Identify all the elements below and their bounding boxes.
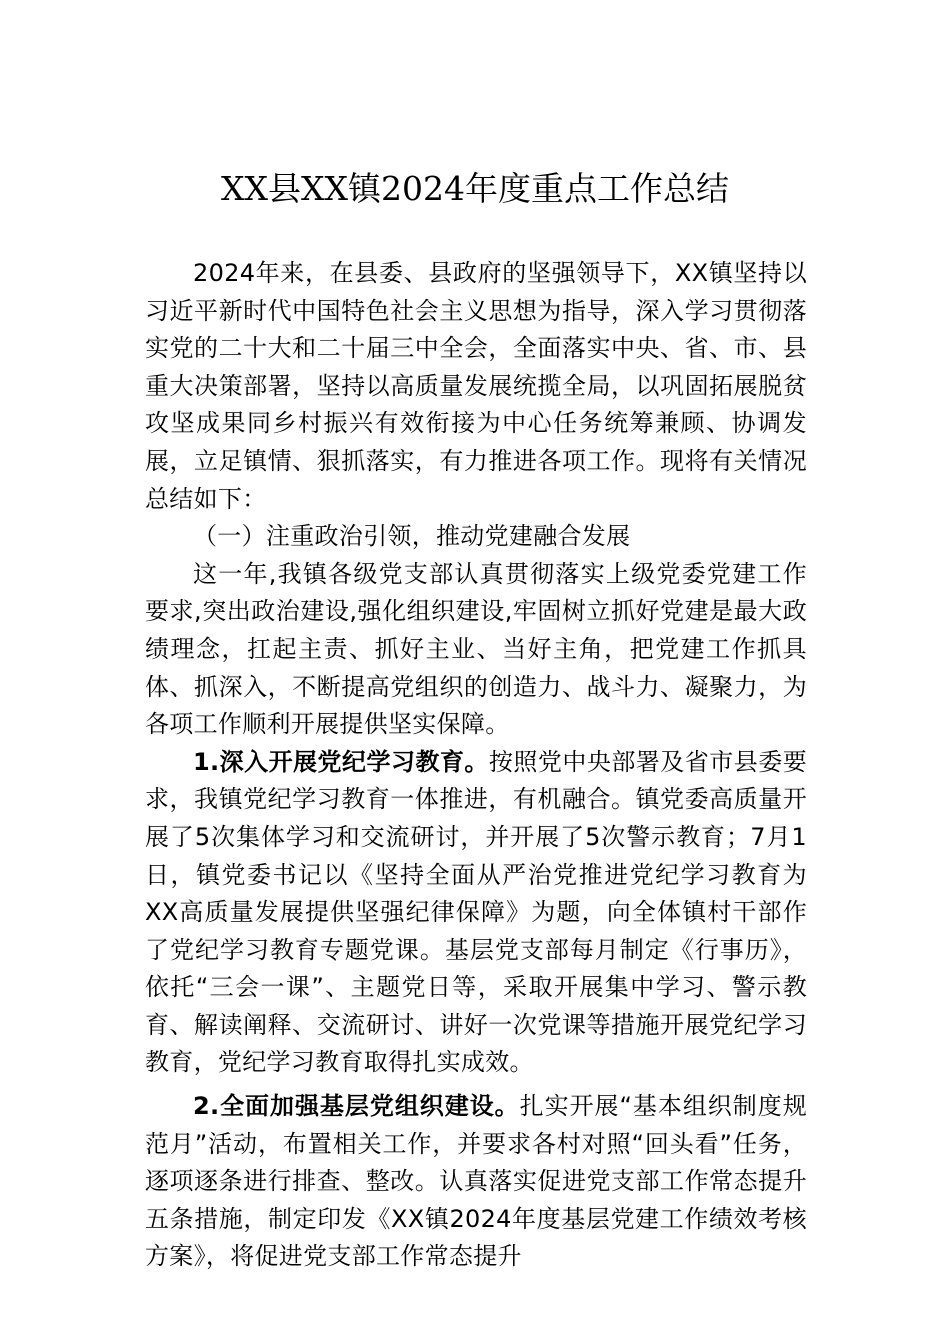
document-title: XX县XX镇2024年度重点工作总结	[221, 169, 729, 208]
section-heading: （一）注重政治引领，推动党建融合发展	[193, 522, 631, 551]
item-text-1: 按照党中央部署及省市县委要求，我镇党纪学习教育一体推进，有机融合。镇党委高质量开展了5次集体学习和交流研讨，并开展了5次警示教育；7月1日，镇党委书记以《坚持全面从严治党推进党纪学习教育为XX高质量发展提供坚强纪律保障》为题，向全体镇村干部作了党纪学习教育专题党课。基层党支部每月制定《行事历》，依托“三会一课”、主题党日等，采取开展集中学习、警示教育、解读阐释、交流研讨、讲好一次党课等措施开展党纪学习教育，党纪学习教育取得扎实成效。	[145, 747, 807, 1077]
intro-paragraph: 2024年来，在县委、县政府的坚强领导下，XX镇坚持以习近平新时代中国特色社会主义思想为指导，深入学习贯彻落实党的二十大和二十届三中全会，全面落实中央、省、市、县重大决策部署，坚持以高质量发展统揽全局，以巩固拓展脱贫攻坚成果同乡村振兴有效衔接为中心任务统筹兼顾、协调发展，立足镇情、狠抓落实，有力推进各项工作。现将有关情况总结如下：	[145, 259, 807, 513]
item-lead-1: 1.深入开展党纪学习教育。	[193, 747, 489, 776]
document-body	[145, 255, 807, 1276]
section-paragraph: 这一年,我镇各级党支部认真贯彻落实上级党委党建工作要求,突出政治建设,强化组织建设,牢固树立抓好党建是最大政绩理念，扛起主责、抓好主业、当好主角，把党建工作抓具体、抓深入，不断提高党组织的创造力、战斗力、凝聚力，为各项工作顺利开展提供坚实保障。	[145, 559, 807, 739]
item-lead-2: 2.全面加强基层党组织建设。	[193, 1092, 520, 1121]
item-text-2: 扎实开展“基本组织制度规范月”活动，布置相关工作，并要求各村对照“回头看”任务，逐项逐条进行排查、整改。认真落实促进党支部工作常态提升五条措施，制定印发《XX镇2024年度基层党建工作绩效考核方案》，将促进党支部工作常态提升	[145, 1092, 807, 1271]
item-paragraph-1	[145, 744, 807, 1082]
item-paragraph-2	[145, 1088, 807, 1276]
